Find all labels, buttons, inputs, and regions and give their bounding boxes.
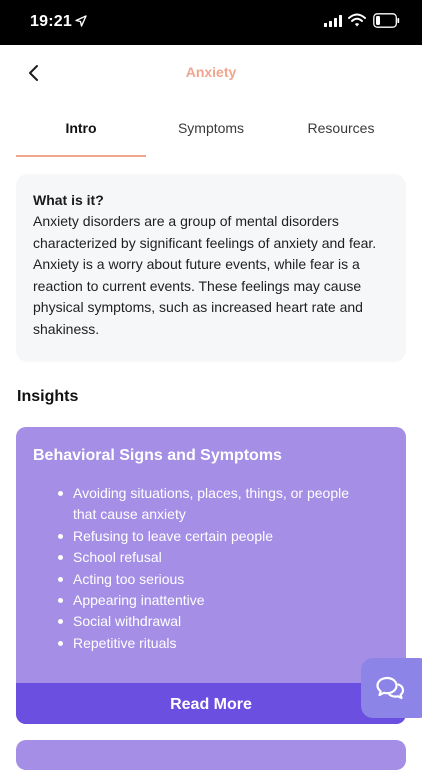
next-insight-card[interactable] bbox=[16, 740, 406, 770]
insights-heading: Insights bbox=[17, 388, 79, 405]
list-item: Avoiding situations, places, things, or people that cause anxiety bbox=[73, 483, 353, 526]
tab-resources[interactable]: Resources bbox=[307, 120, 375, 136]
list-item: Acting too serious bbox=[73, 569, 353, 590]
list-item: School refusal bbox=[73, 547, 353, 568]
chat-bubbles-icon bbox=[375, 675, 405, 701]
read-more-button[interactable]: Read More bbox=[16, 683, 406, 724]
cellular-signal-icon bbox=[324, 15, 343, 27]
location-arrow-icon bbox=[75, 15, 87, 27]
intro-card bbox=[16, 174, 406, 362]
list-item: Social withdrawal bbox=[73, 611, 353, 632]
insight-card bbox=[16, 427, 406, 724]
page-title: Anxiety bbox=[185, 64, 237, 80]
tab-bar bbox=[16, 110, 406, 158]
list-item: Refusing to leave certain people bbox=[73, 526, 353, 547]
tab-symptoms[interactable]: Symptoms bbox=[177, 120, 245, 136]
chat-button[interactable] bbox=[361, 658, 422, 718]
active-tab-indicator bbox=[16, 155, 146, 157]
battery-icon bbox=[373, 13, 400, 28]
status-time: 19:21 bbox=[30, 13, 72, 30]
list-item: Appearing inattentive bbox=[73, 590, 353, 611]
wifi-icon bbox=[348, 13, 366, 27]
list-item: Repetitive rituals bbox=[73, 633, 353, 654]
intro-body: Anxiety disorders are a group of mental disorders characterized by significant feelings of anxiety and fear. Anxiety is a worry about future events, while fear is a reaction to current events. These feelings may cause physical symptoms, such as increased heart rate and shakiness. bbox=[33, 213, 377, 337]
status-bar bbox=[0, 0, 422, 45]
insight-symptom-list bbox=[73, 483, 353, 654]
insight-card-title: Behavioral Signs and Symptoms bbox=[33, 447, 282, 464]
intro-heading: What is it? bbox=[33, 192, 104, 208]
tab-intro[interactable]: Intro bbox=[65, 120, 97, 136]
